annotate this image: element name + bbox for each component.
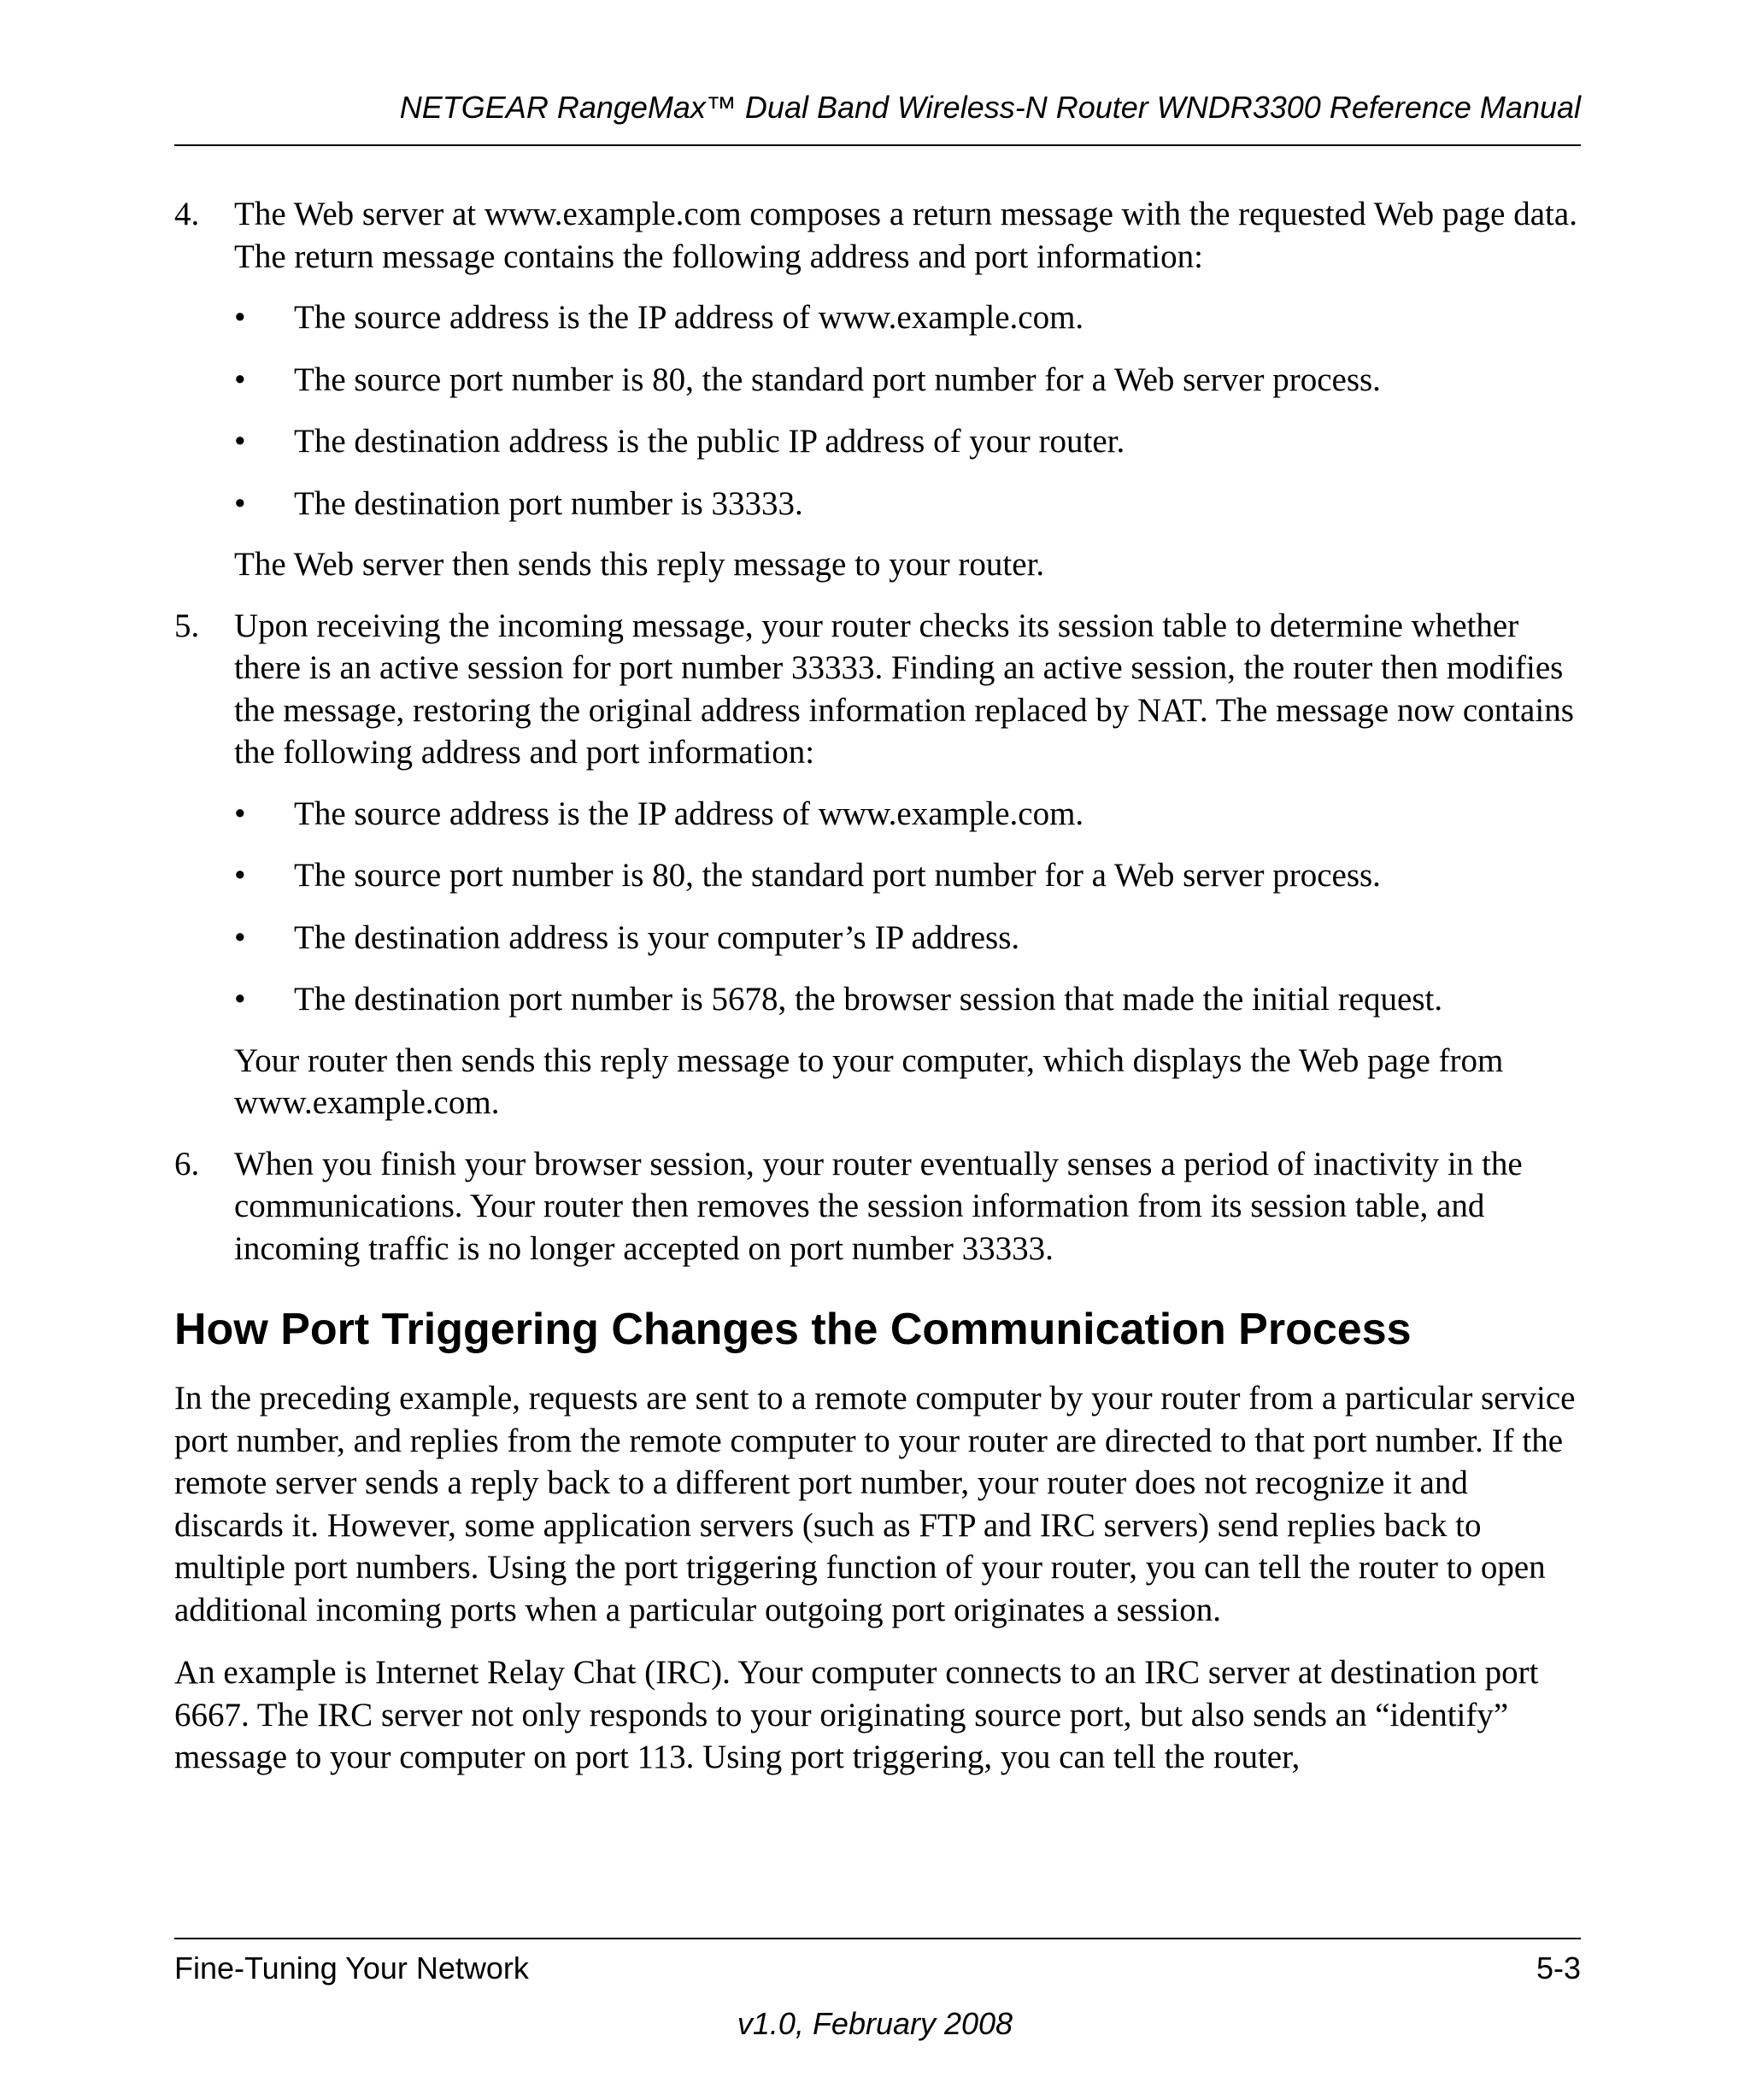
step-text: The Web server at www.example.com composes a return message with the requested Web page data. The return message contains the following address and port information: bbox=[234, 196, 1577, 275]
step-text: When you finish your browser session, your router eventually senses a period of inactivity in the communications. Your router then removes the session information from its session table, and incoming traffic is no longer accepted on port number 33333. bbox=[234, 1145, 1523, 1267]
bullet-icon: • bbox=[234, 981, 246, 1018]
bullet-text: The source address is the IP address of www.example.com. bbox=[294, 795, 1084, 832]
step-text: Upon receiving the incoming message, your router checks its session table to determine whether there is an active session for port number 33333. Finding an active session, the router then modifies the message, restoring the original address information replaced by NAT. The message now contains the following address and port information: bbox=[234, 607, 1574, 771]
step-followup-text: Your router then sends this reply message to your computer, which displays the Web page from www.example.com. bbox=[234, 1041, 1504, 1121]
numbered-step bbox=[174, 193, 1584, 586]
bullet-icon: • bbox=[234, 361, 246, 398]
footer-page-number: 5-3 bbox=[1536, 1950, 1581, 1986]
section-heading: How Port Triggering Changes the Communication Process bbox=[174, 1305, 1412, 1354]
body-paragraph: An example is Internet Relay Chat (IRC). Your computer connects to an IRC server at destination port 6667. The IRC server not only responds to your originating source port, but also sends an “identify” message to your computer on port 113. Using port triggering, you can tell the router, bbox=[174, 1654, 1539, 1775]
bullet-text: The source address is the IP address of www.example.com. bbox=[294, 299, 1084, 336]
bullet-item bbox=[234, 854, 1584, 897]
bullet-text: The source port number is 80, the standard port number for a Web server process. bbox=[294, 361, 1381, 398]
bullet-text: The destination port number is 33333. bbox=[294, 484, 803, 522]
step-number: 4. bbox=[174, 196, 200, 232]
bullet-icon: • bbox=[234, 484, 246, 522]
bullet-icon: • bbox=[234, 423, 246, 460]
footer-version: v1.0, February 2008 bbox=[737, 2006, 1013, 2041]
bullet-list bbox=[234, 296, 1584, 525]
bullet-icon: • bbox=[234, 918, 246, 956]
numbered-step bbox=[174, 1143, 1584, 1270]
bullet-item bbox=[234, 917, 1584, 959]
bullet-text: The destination address is the public IP address of your router. bbox=[294, 423, 1125, 460]
running-header: NETGEAR RangeMax™ Dual Band Wireless-N Router WNDR3300 Reference Manual bbox=[399, 90, 1581, 125]
footer-rule bbox=[174, 1938, 1581, 1939]
footer-chapter-title: Fine-Tuning Your Network bbox=[174, 1950, 529, 1986]
bullet-item bbox=[234, 793, 1584, 836]
bullet-icon: • bbox=[234, 299, 246, 336]
bullet-text: The destination port number is 5678, the browser session that made the initial request. bbox=[294, 981, 1443, 1018]
bullet-text: The source port number is 80, the standard port number for a Web server process. bbox=[294, 857, 1381, 894]
step-followup-text: The Web server then sends this reply message to your router. bbox=[234, 546, 1045, 583]
body-paragraph: In the preceding example, requests are sent to a remote computer by your router from a particular service port number, and replies from the remote computer to your router are directed to that port number. If the remote server sends a reply back to a different port number, your router does not recognize it and discards it. However, some application servers (such as FTP and IRC servers) send replies back to multiple port numbers. Using the port triggering function of your router, you can tell the router to open additional incoming ports when a particular outgoing port originates a session. bbox=[174, 1380, 1576, 1628]
header-rule bbox=[174, 144, 1581, 146]
page-body bbox=[174, 193, 1584, 1799]
bullet-item bbox=[234, 483, 1584, 525]
bullet-list bbox=[234, 793, 1584, 1021]
step-number: 5. bbox=[174, 607, 200, 644]
step-number: 6. bbox=[174, 1145, 200, 1182]
bullet-item bbox=[234, 296, 1584, 339]
bullet-icon: • bbox=[234, 795, 246, 832]
bullet-text: The destination address is your computer’s IP address. bbox=[294, 918, 1020, 956]
bullet-item bbox=[234, 420, 1584, 463]
bullet-item bbox=[234, 359, 1584, 402]
bullet-icon: • bbox=[234, 857, 246, 894]
bullet-item bbox=[234, 978, 1584, 1021]
numbered-step bbox=[174, 605, 1584, 1124]
